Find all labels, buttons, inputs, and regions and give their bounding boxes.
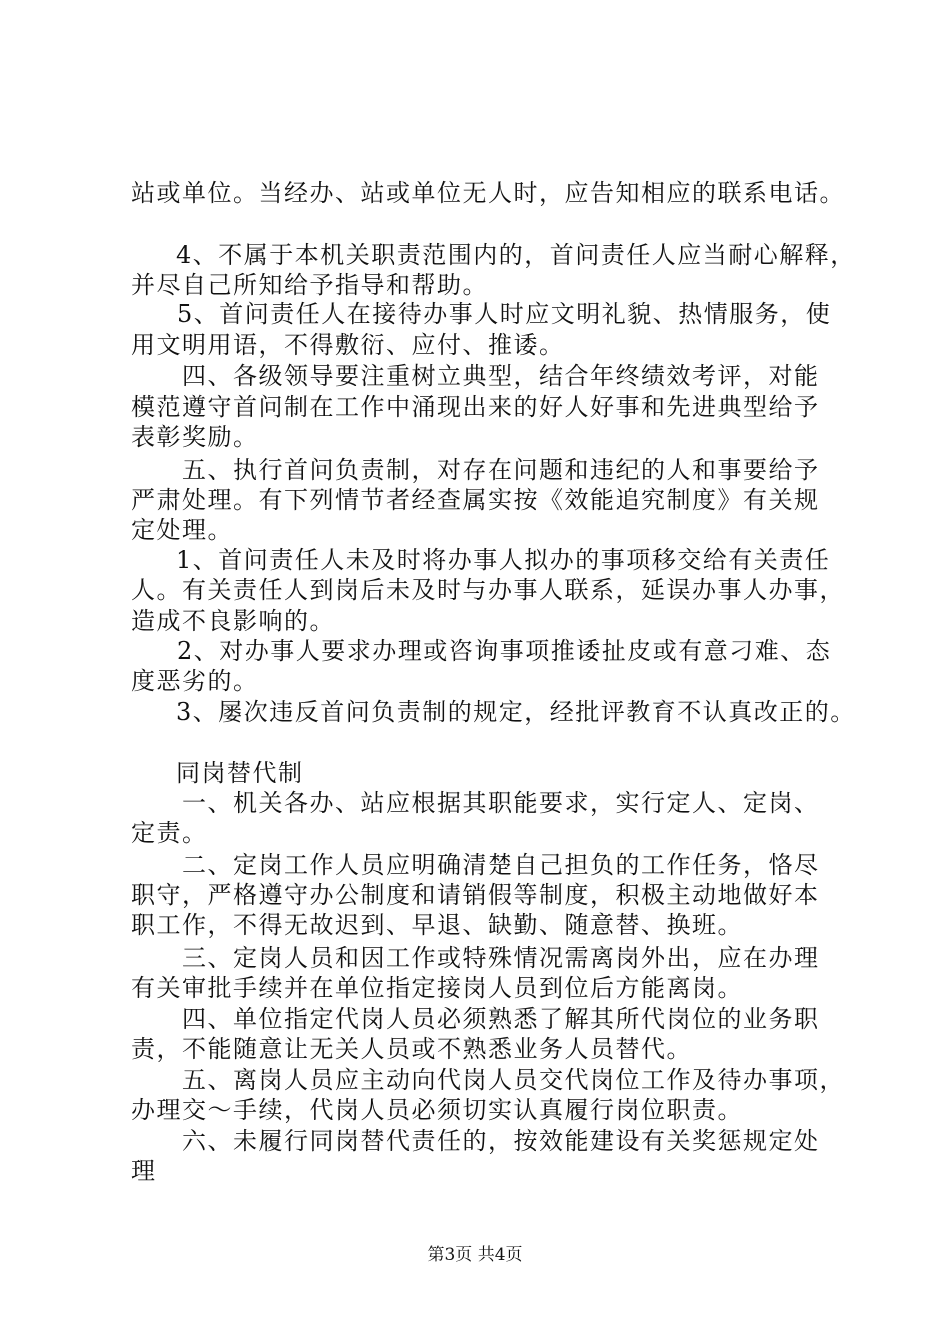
text-line: 有关审批手续并在单位指定接岗人员到位后方能离岗。 xyxy=(131,974,743,1002)
text-line: 二、定岗工作人员应明确清楚自己担负的工作任务，恪尽 xyxy=(182,851,820,879)
text-line: 职守，严格遵守办公制度和请销假等制度，积极主动地做好本 xyxy=(131,881,820,909)
text-line: 并尽自己所知给予指导和帮助。 xyxy=(131,271,488,299)
text-line: 三、定岗人员和因工作或特殊情况需离岗外出，应在办理 xyxy=(182,944,820,972)
text-line: 模范遵守首问制在工作中涌现出来的好人好事和先进典型给予 xyxy=(131,393,820,421)
text-line: 四、单位指定代岗人员必须熟悉了解其所代岗位的业务职 xyxy=(182,1005,820,1033)
text-line: 度恶劣的。 xyxy=(131,667,259,695)
text-line: 责，不能随意让无关人员或不熟悉业务人员替代。 xyxy=(131,1035,692,1063)
text-line: 定责。 xyxy=(131,819,208,847)
text-line: 造成不良影响的。 xyxy=(131,607,335,635)
text-line: 2、对办事人要求办理或咨询事项推诿扯皮或有意刁难、态 xyxy=(177,637,832,665)
page-number: 第3页 共4页 xyxy=(427,1245,523,1265)
text-line: 人。有关责任人到岗后未及时与办事人联系，延误办事人办事， xyxy=(131,576,845,604)
text-line: 3、屡次违反首问负责制的规定，经批评教育不认真改正的。 xyxy=(176,698,856,726)
text-line: 一、机关各办、站应根据其职能要求，实行定人、定岗、 xyxy=(182,789,820,817)
text-line: 五、离岗人员应主动向代岗人员交代岗位工作及待办事项， xyxy=(182,1066,845,1094)
text-line: 站或单位。当经办、站或单位无人时，应告知相应的联系电话。 xyxy=(131,179,845,207)
text-line: 4、不属于本机关职责范围内的，首问责任人应当耐心解释， xyxy=(176,241,856,269)
text-line: 六、未履行同岗替代责任的，按效能建设有关奖惩规定处 xyxy=(182,1127,820,1155)
text-line: 表彰奖励。 xyxy=(131,423,259,451)
text-line: 用文明用语，不得敷衍、应付、推诿。 xyxy=(131,331,565,359)
section-heading: 同岗替代制 xyxy=(176,759,304,787)
text-line: 理 xyxy=(131,1157,157,1185)
text-line: 严肃处理。有下列情节者经查属实按《效能追究制度》有关规 xyxy=(131,486,820,514)
text-line: 5、首问责任人在接待办事人时应文明礼貌、热情服务，使 xyxy=(177,300,832,328)
text-line: 职工作，不得无故迟到、早退、缺勤、随意替、换班。 xyxy=(131,911,743,939)
text-line: 1、首问责任人未及时将办事人拟办的事项移交给有关责任 xyxy=(176,546,831,574)
text-line: 五、执行首问负责制，对存在问题和违纪的人和事要给予 xyxy=(182,456,820,484)
text-line: 定处理。 xyxy=(131,516,233,544)
text-line: 四、各级领导要注重树立典型，结合年终绩效考评，对能 xyxy=(182,362,820,390)
text-line: 办理交～手续，代岗人员必须切实认真履行岗位职责。 xyxy=(131,1096,743,1124)
